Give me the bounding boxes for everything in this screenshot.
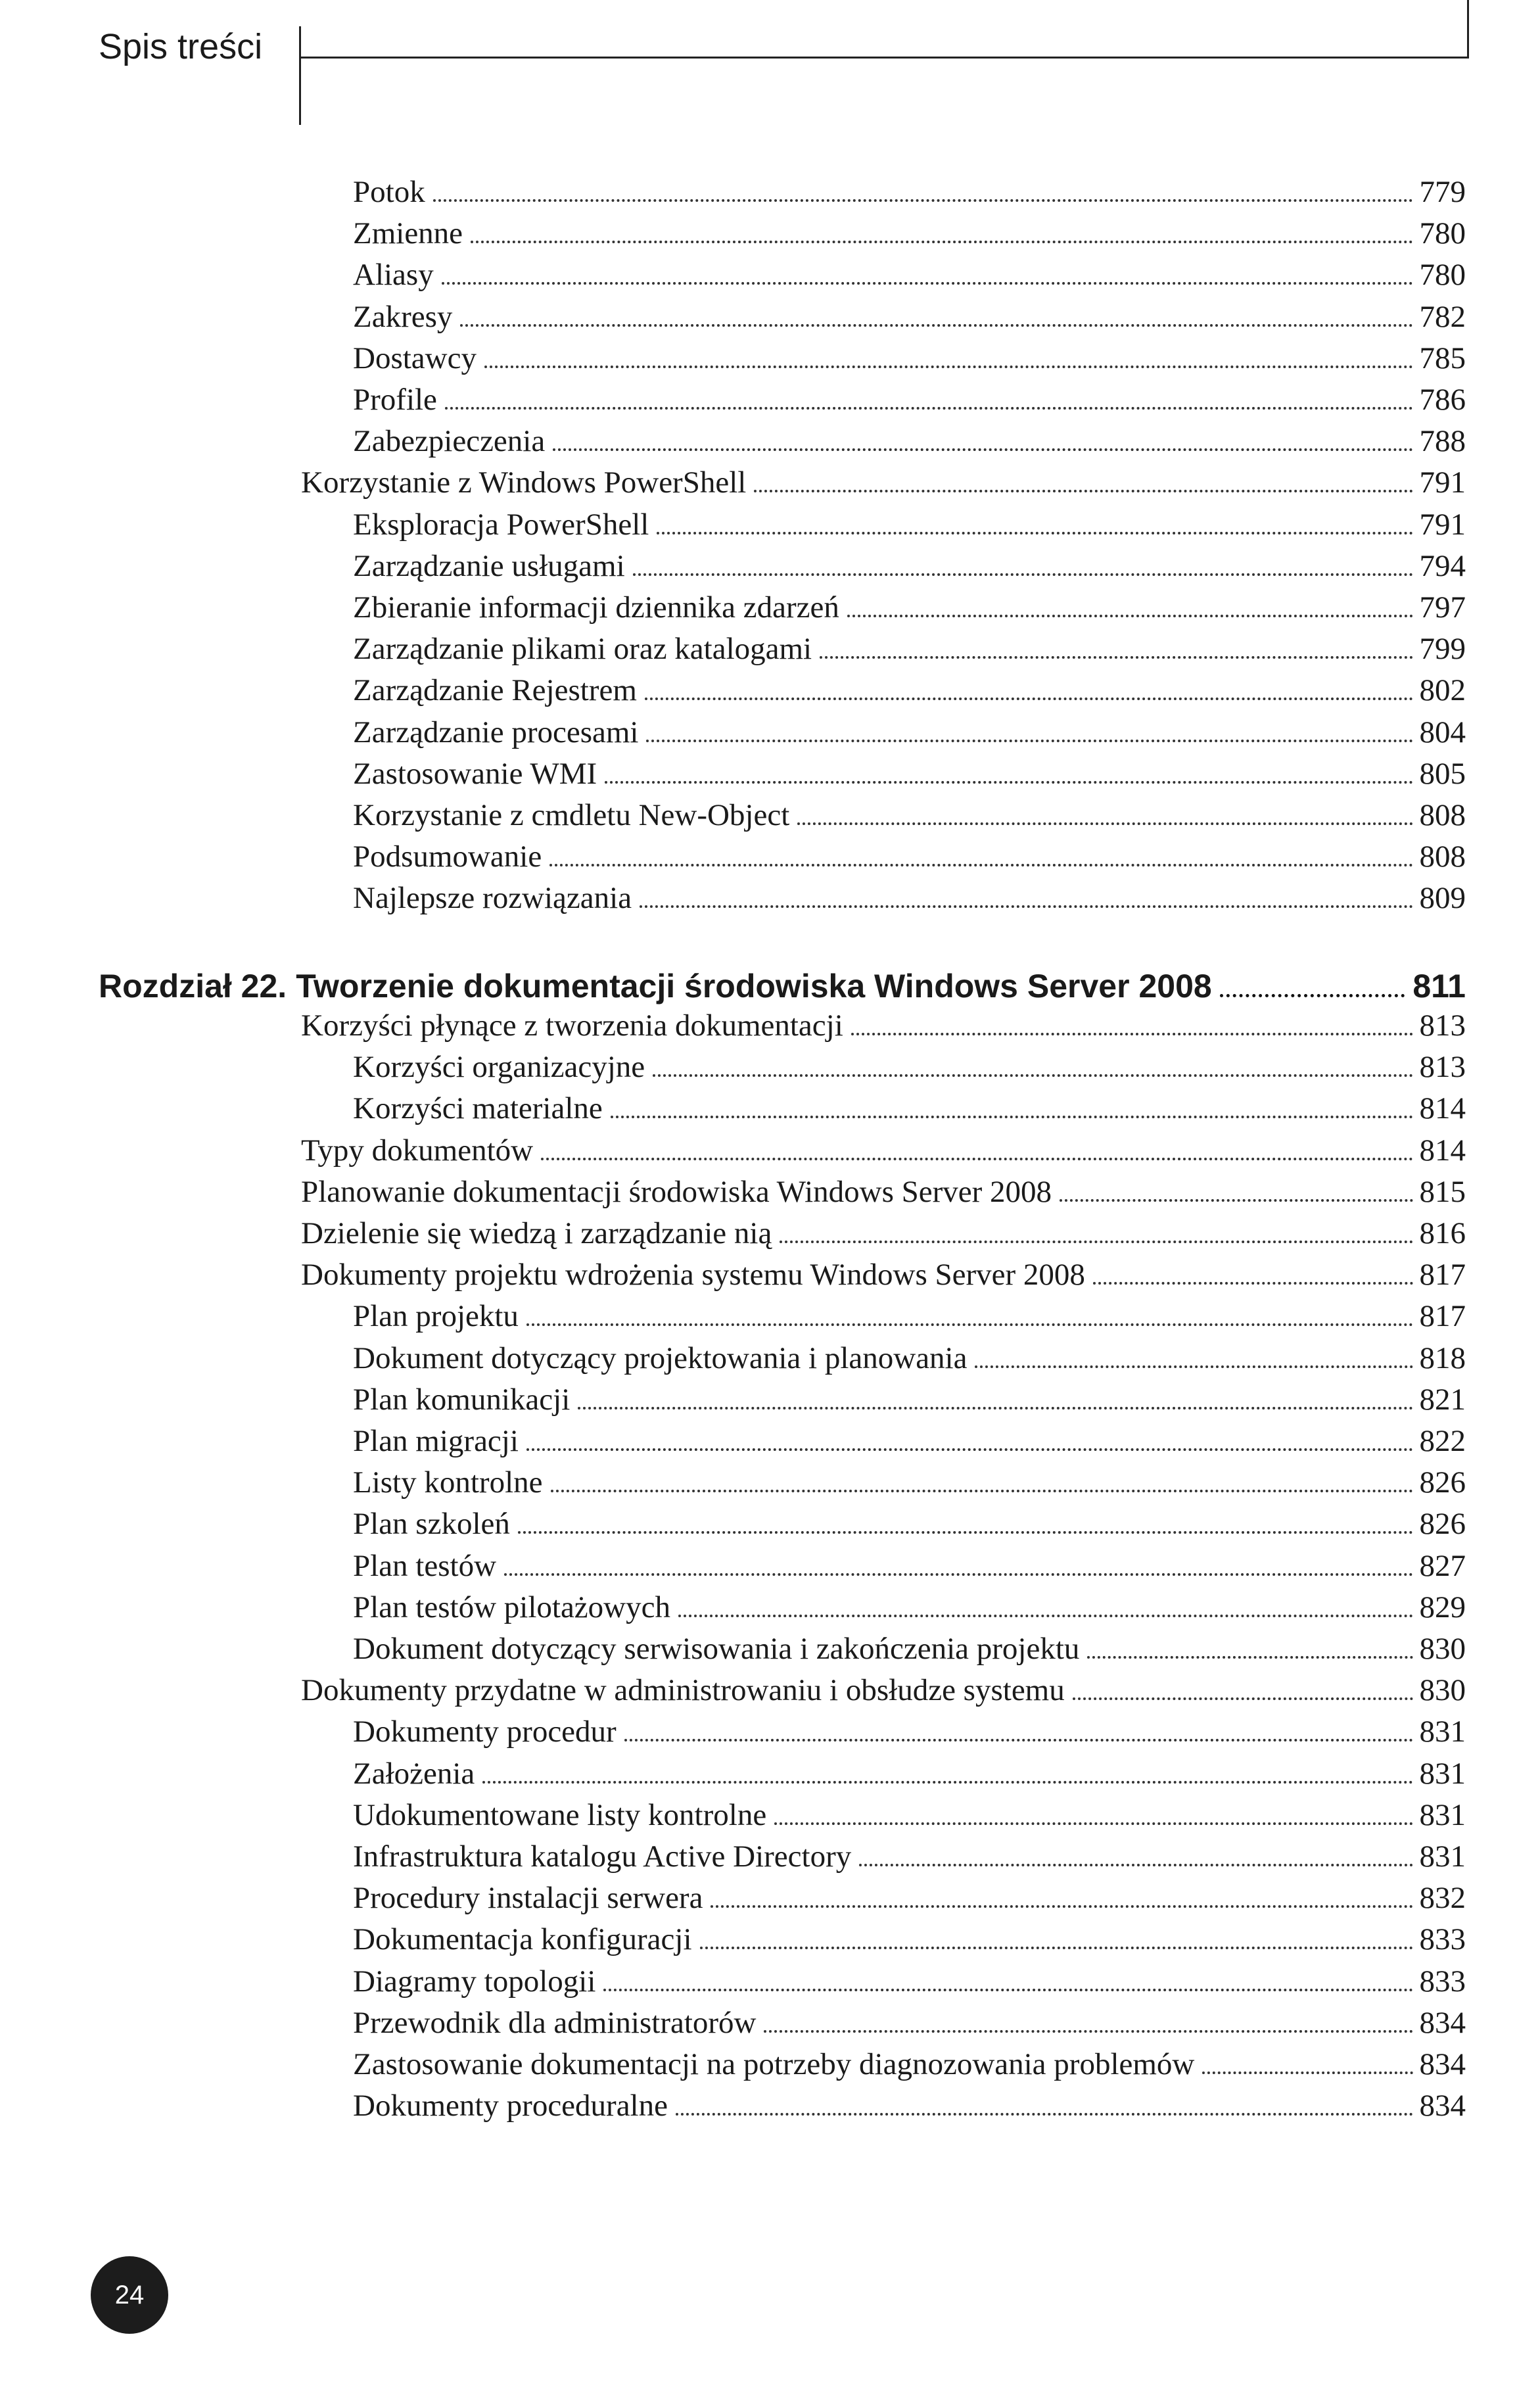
toc-entry-page-number: 786 [1419, 383, 1466, 417]
toc-entry-label: Dzielenie się wiedzą i zarządzanie nią [301, 1216, 772, 1250]
toc-entry-page-number: 834 [1419, 2047, 1466, 2081]
toc-entry-label: Dokumenty procedur [353, 1715, 617, 1749]
toc-entry-page-number: 815 [1419, 1174, 1466, 1209]
toc-entry-page-number: 816 [1419, 1216, 1466, 1250]
toc-entry-label: Zbieranie informacji dziennika zdarzeń [353, 590, 839, 625]
toc-entry[interactable] [353, 505, 1466, 544]
toc-entry-label: Infrastruktura katalogu Active Directory [353, 1839, 852, 1874]
dot-leader [780, 1241, 1412, 1243]
dot-leader [1087, 1656, 1412, 1659]
toc-entry-page-number: 831 [1419, 1839, 1466, 1874]
dot-leader [657, 532, 1412, 534]
dot-leader [442, 282, 1413, 285]
toc-entry-label: Dokumenty projektu wdrożenia systemu Windows Server 2008 [301, 1258, 1085, 1292]
toc-entry-page-number: 814 [1419, 1091, 1466, 1126]
toc-entry[interactable] [301, 1172, 1466, 1212]
toc-entry-page-number: 814 [1419, 1133, 1466, 1168]
toc-entry[interactable] [353, 878, 1466, 918]
header-rule [299, 57, 1469, 59]
dot-leader [611, 1116, 1413, 1118]
toc-entry-label: Zarządzanie Rejestrem [353, 673, 637, 708]
dot-leader [678, 1615, 1413, 1617]
dot-leader [526, 1448, 1413, 1451]
dot-leader [975, 1365, 1412, 1368]
toc-entry-label: Potok [353, 175, 425, 209]
dot-leader [471, 241, 1412, 243]
toc-entry-label: Aliasy [353, 258, 434, 293]
toc-entry[interactable] [353, 255, 1466, 295]
toc-entry[interactable] [353, 546, 1466, 586]
toc-entry[interactable] [353, 1837, 1466, 1876]
dot-leader [764, 2030, 1412, 2033]
toc-entry-label: Dokument dotyczący projektowania i planowania [353, 1340, 968, 1375]
toc-entry[interactable] [353, 1296, 1466, 1336]
toc-entry-label: Plan migracji [353, 1424, 519, 1458]
toc-entry-page-number: 831 [1419, 1715, 1466, 1749]
toc-entry-label: Korzyści materialne [353, 1091, 603, 1126]
toc-entry-page-number: 830 [1419, 1632, 1466, 1666]
dot-leader [633, 573, 1413, 576]
toc-entry-label: Plan testów pilotażowych [353, 1590, 670, 1624]
toc-entry-page-number: 799 [1419, 632, 1466, 667]
dot-leader [482, 1781, 1412, 1784]
dot-leader [859, 1864, 1412, 1866]
toc-entry-page-number: 826 [1419, 1507, 1466, 1542]
dot-leader [484, 366, 1413, 368]
dot-leader [797, 822, 1412, 825]
toc-entry[interactable] [353, 421, 1466, 461]
toc-entry-label: Zarządzanie procesami [353, 715, 639, 749]
toc-entry[interactable] [301, 1214, 1466, 1253]
toc-entry[interactable] [353, 1421, 1466, 1461]
toc-entry-label: Planowanie dokumentacji środowiska Windows Server 2008 [301, 1174, 1052, 1209]
toc-entry-label: Dostawcy [353, 341, 477, 375]
toc-entry-page-number: 813 [1419, 1050, 1466, 1085]
toc-entry[interactable] [353, 2045, 1466, 2084]
toc-entry-label: Profile [353, 383, 437, 417]
toc-entry-page-number: 780 [1419, 216, 1466, 251]
toc-entry-page-number: 802 [1419, 673, 1466, 708]
toc-entry-page-number: 833 [1419, 1964, 1466, 1999]
dot-leader [640, 905, 1412, 908]
toc-entry-label: Eksploracja PowerShell [353, 507, 649, 542]
dot-leader [541, 1158, 1412, 1160]
toc-entry[interactable] [353, 754, 1466, 793]
dot-leader [711, 1905, 1412, 1908]
toc-entry[interactable] [353, 1878, 1466, 1918]
toc-entry-page-number: 808 [1419, 840, 1466, 874]
dot-leader [1073, 1697, 1413, 1700]
toc-entry[interactable] [353, 214, 1466, 253]
chapter-title: Tworzenie dokumentacji środowiska Windows Server 2008 [296, 968, 1212, 1005]
toc-entry-page-number: 785 [1419, 341, 1466, 375]
toc-entry[interactable] [353, 2003, 1466, 2043]
toc-entry-label: Udokumentowane listy kontrolne [353, 1797, 767, 1832]
toc-entry-page-number: 827 [1419, 1548, 1466, 1583]
toc-entry-page-number: 822 [1419, 1424, 1466, 1458]
toc-entry[interactable] [353, 297, 1466, 337]
toc-entry-label: Zmienne [353, 216, 463, 251]
toc-entry-page-number: 809 [1419, 881, 1466, 916]
toc-entry-label: Diagramy topologii [353, 1964, 596, 1999]
toc-entry[interactable] [353, 588, 1466, 627]
toc-entry-label: Zarządzanie usługami [353, 548, 625, 583]
dot-leader [700, 1947, 1413, 1949]
header-rule-left-tick [299, 26, 301, 125]
toc-entry-label: Listy kontrolne [353, 1465, 543, 1500]
toc-entry[interactable] [353, 795, 1466, 835]
toc-entry-page-number: 834 [1419, 2089, 1466, 2123]
dot-leader [624, 1739, 1413, 1741]
toc-entry[interactable] [353, 339, 1466, 378]
chapter-heading[interactable] [99, 965, 1466, 1007]
toc-entry-page-number: 780 [1419, 258, 1466, 293]
toc-entry-label: Przewodnik dla administratorów [353, 2005, 757, 2040]
toc-entry-page-number: 831 [1419, 1797, 1466, 1832]
toc-entry-page-number: 782 [1419, 299, 1466, 334]
toc-entry-page-number: 808 [1419, 798, 1466, 832]
dot-leader [754, 490, 1412, 492]
toc-entry[interactable] [353, 713, 1466, 752]
dot-leader [820, 656, 1412, 659]
dot-leader [676, 2113, 1413, 2116]
dot-leader [645, 698, 1413, 700]
toc-entry-page-number: 817 [1419, 1299, 1466, 1334]
chapter-page-number: 811 [1412, 968, 1466, 1005]
toc-entry-label: Zarządzanie plikami oraz katalogami [353, 632, 812, 667]
dot-leader [504, 1573, 1412, 1576]
dot-leader [646, 740, 1412, 742]
dot-leader [774, 1822, 1412, 1825]
toc-entry-label: Dokument dotyczący serwisowania i zakończenia projektu [353, 1632, 1080, 1666]
toc-entry-label: Najlepsze rozwiązania [353, 881, 632, 916]
toc-entry-page-number: 834 [1419, 2005, 1466, 2040]
toc-entry-page-number: 791 [1419, 507, 1466, 542]
toc-entry-page-number: 818 [1419, 1340, 1466, 1375]
toc-entry[interactable] [353, 1463, 1466, 1502]
toc-entry[interactable] [353, 1380, 1466, 1419]
toc-entry-page-number: 813 [1419, 1008, 1466, 1043]
toc-entry[interactable] [353, 1089, 1466, 1128]
toc-entry-label: Zakresy [353, 299, 453, 334]
toc-entry-label: Korzyści organizacyjne [353, 1050, 645, 1085]
toc-entry-label: Dokumenty przydatne w administrowaniu i obsłudze systemu [301, 1673, 1065, 1708]
dot-leader [526, 1323, 1413, 1326]
toc-entry-label: Plan komunikacji [353, 1382, 571, 1417]
toc-entry-label: Założenia [353, 1756, 475, 1791]
toc-entry-label: Plan testów [353, 1548, 497, 1583]
toc-entry[interactable] [353, 380, 1466, 419]
dot-leader [1220, 994, 1405, 997]
toc-entry[interactable] [353, 2086, 1466, 2125]
header-rule-right-tick [1467, 0, 1469, 58]
toc-entry-page-number: 833 [1419, 1922, 1466, 1957]
dot-leader [1060, 1199, 1412, 1202]
toc-entry-page-number: 826 [1419, 1465, 1466, 1500]
toc-entry-page-number: 804 [1419, 715, 1466, 749]
toc-entry-label: Typy dokumentów [301, 1133, 534, 1168]
toc-entry-page-number: 831 [1419, 1756, 1466, 1791]
toc-entry-label: Dokumenty proceduralne [353, 2089, 668, 2123]
toc-entry[interactable] [353, 1629, 1466, 1669]
dot-leader [847, 615, 1413, 617]
dot-leader [433, 199, 1413, 202]
toc-entry[interactable] [353, 1504, 1466, 1544]
dot-leader [1202, 2071, 1412, 2074]
toc-entry-page-number: 829 [1419, 1590, 1466, 1624]
toc-entry-label: Zastosowanie WMI [353, 756, 597, 791]
dot-leader [445, 407, 1413, 410]
toc-entry-label: Dokumentacja konfiguracji [353, 1922, 692, 1957]
toc-entry[interactable] [301, 1670, 1466, 1710]
dot-leader [518, 1531, 1413, 1534]
toc-entry[interactable] [301, 463, 1466, 502]
toc-entry[interactable] [301, 1131, 1466, 1170]
toc-entry[interactable] [353, 671, 1466, 710]
dot-leader [553, 448, 1412, 451]
toc-entry[interactable] [353, 1754, 1466, 1793]
toc-entry[interactable] [353, 837, 1466, 876]
toc-entry-page-number: 805 [1419, 756, 1466, 791]
toc-entry[interactable] [353, 1546, 1466, 1586]
dot-leader [653, 1074, 1412, 1077]
toc-entry-page-number: 821 [1419, 1382, 1466, 1417]
toc-entry-label: Zastosowanie dokumentacji na potrzeby diagnozowania problemów [353, 2047, 1195, 2081]
chapter-number: Rozdział 22. [99, 968, 287, 1005]
toc-entry-label: Procedury instalacji serwera [353, 1881, 703, 1916]
dot-leader [578, 1407, 1412, 1409]
toc-entry[interactable] [353, 1795, 1466, 1835]
dot-leader [549, 864, 1412, 866]
toc-entry[interactable] [353, 1962, 1466, 2001]
running-header-title: Spis treści [99, 27, 263, 66]
toc-entry-page-number: 797 [1419, 590, 1466, 625]
toc-entry-page-number: 791 [1419, 465, 1466, 500]
toc-entry-label: Zabezpieczenia [353, 424, 546, 459]
toc-entry[interactable] [301, 1255, 1466, 1294]
toc-entry-page-number: 779 [1419, 175, 1466, 209]
dot-leader [460, 324, 1412, 327]
toc-entry[interactable] [353, 1588, 1466, 1627]
toc-entry[interactable] [353, 172, 1466, 212]
page-number-badge: 24 [91, 2256, 168, 2334]
toc-entry-label: Plan projektu [353, 1299, 519, 1334]
toc-entry[interactable] [353, 1920, 1466, 1959]
toc-entry-page-number: 830 [1419, 1673, 1466, 1708]
toc-entry-page-number: 794 [1419, 548, 1466, 583]
toc-entry[interactable] [353, 1047, 1466, 1087]
toc-entry-label: Plan szkoleń [353, 1507, 510, 1542]
toc-entry-label: Korzyści płynące z tworzenia dokumentacji [301, 1008, 843, 1043]
toc-entry[interactable] [301, 1006, 1466, 1045]
toc-entry-page-number: 788 [1419, 424, 1466, 459]
dot-leader [1093, 1282, 1413, 1285]
dot-leader [851, 1033, 1413, 1035]
dot-leader [605, 781, 1412, 784]
dot-leader [603, 1989, 1412, 1991]
toc-entry-page-number: 832 [1419, 1881, 1466, 1916]
toc-entry-page-number: 817 [1419, 1258, 1466, 1292]
toc-entry-label: Podsumowanie [353, 840, 542, 874]
toc-entry[interactable] [353, 1712, 1466, 1751]
dot-leader [551, 1490, 1413, 1492]
toc-entry[interactable] [353, 629, 1466, 669]
toc-entry[interactable] [353, 1338, 1466, 1378]
toc-entry-label: Korzystanie z Windows PowerShell [301, 465, 747, 500]
toc-entry-label: Korzystanie z cmdletu New-Object [353, 798, 790, 832]
